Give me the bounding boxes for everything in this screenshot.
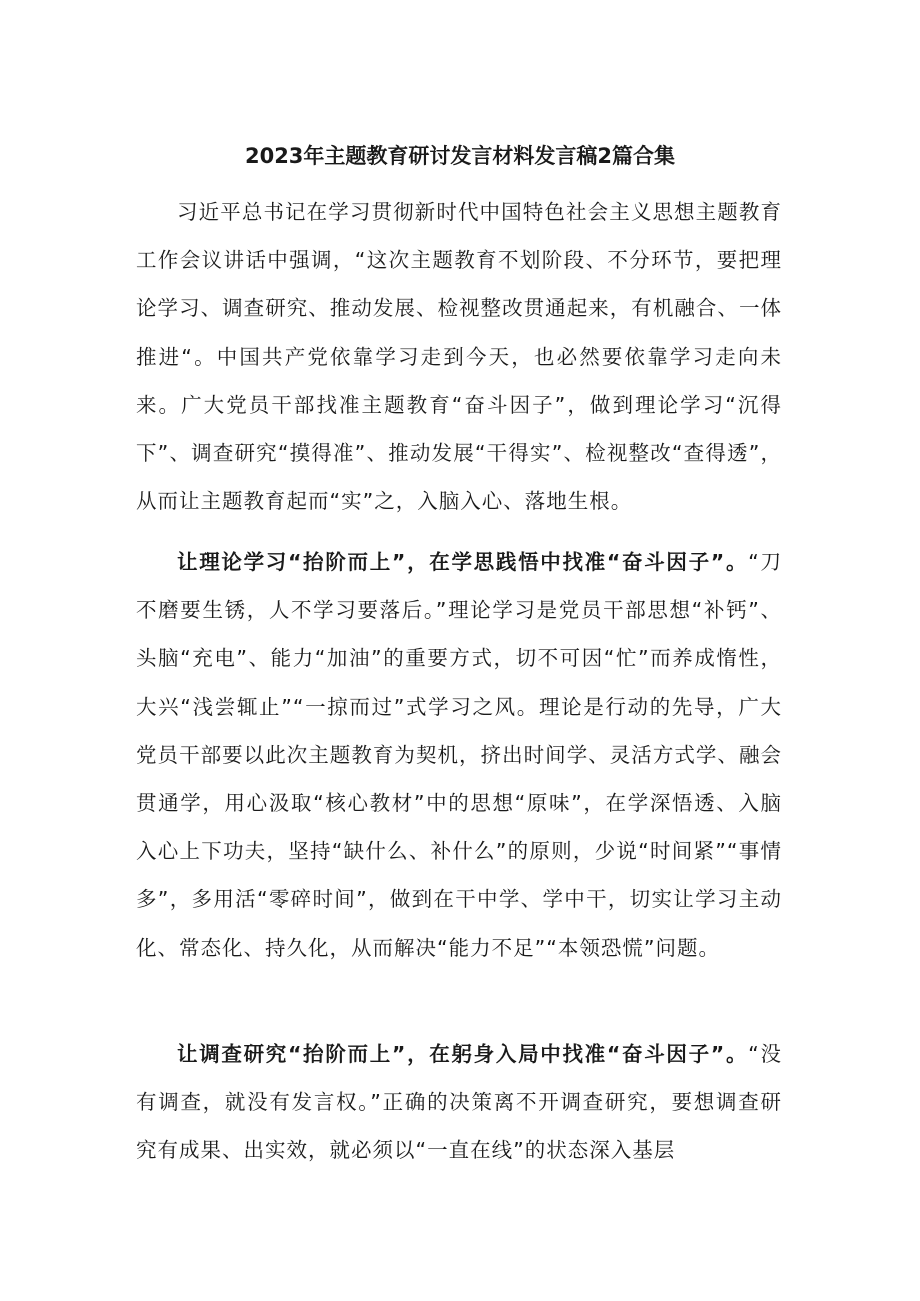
paragraph-1-text: 习近平总书记在学习贯彻新时代中国特色社会主义思想主题教育工作会议讲话中强调，“这次主题教育不划阶段、不分环节，要把理论学习、调查研究、推动发展、检视整改贯通起来，有机融合、一体推进“。中国共产党依靠学习走到今天，也必然要依靠学习走向未来。广大党员干部找准主题教育“奋斗因子”，做到理论学习“沉得下”、调查研究“摸得准”、推动发展“干得实”、检视整改“查得透”，从而让主题教育起而“实”之，入脑入心、落地生根。 (136, 200, 782, 514)
document-title: 2023年主题教育研讨发言材料发言稿2篇合集 (244, 144, 676, 168)
paragraph-2 (136, 538, 782, 972)
paragraph-3-lead: 让调查研究“抬阶而上”，在躬身入局中找准“奋斗因子”。 (177, 1042, 749, 1066)
paragraph-1 (136, 188, 782, 525)
paragraph-3-text: “没有调查，就没有发言权。”正确的决策离不开调查研究，要想调查研究有成果、出实效，就必须以“一直在线”的状态深入基层 (136, 1042, 782, 1163)
paragraph-2-lead: 让理论学习“抬阶而上”，在学思践悟中找准“奋斗因子”。 (177, 550, 749, 574)
paragraph-3 (136, 1030, 782, 1175)
paragraph-2-text: “刀不磨要生锈，人不学习要落后。”理论学习是党员干部思想“补钙”、头脑“充电”、能力“加油”的重要方式，切不可因“忙”而养成惰性，大兴“浅尝辄止”“一掠而过”式学习之风。理论是行动的先导，广大党员干部要以此次主题教育为契机，挤出时间学、灵活方式学、融会贯通学，用心汲取“核心教材”中的思想“原味”，在学深悟透、入脑入心上下功夫，坚持“缺什么、补什么”的原则，少说“时间紧”“事情多”，多用活“零碎时间”，做到在干中学、学中干，切实让学习主动化、常态化、持久化，从而解决“能力不足”“本领恐慌”问题。 (136, 550, 782, 960)
